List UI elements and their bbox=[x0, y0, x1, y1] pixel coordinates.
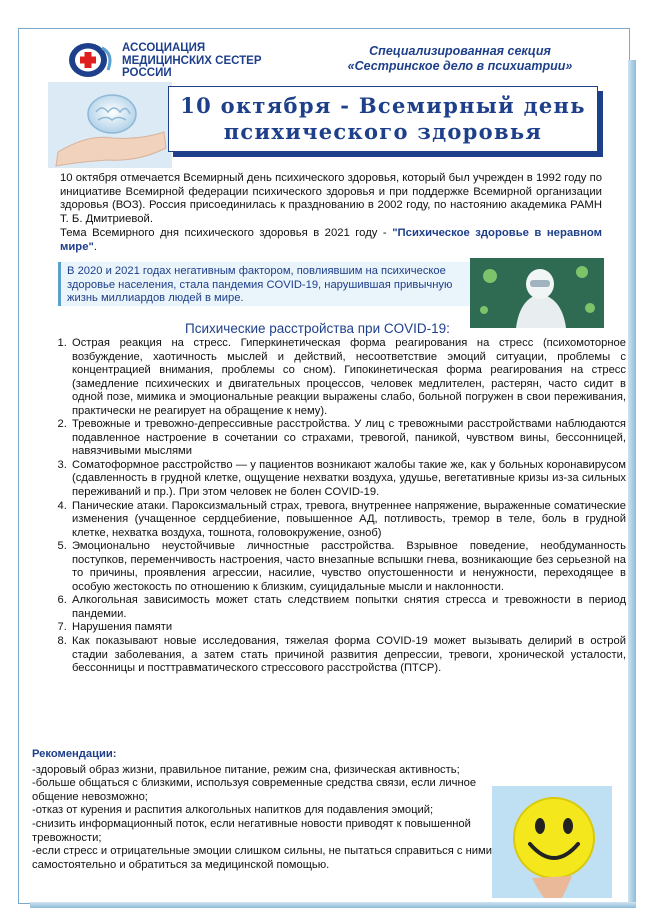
page-title bbox=[169, 93, 597, 145]
disorders-heading: Психические расстройства при COVID-19: bbox=[185, 321, 450, 336]
section-name bbox=[300, 44, 620, 74]
frame-shadow-right bbox=[628, 60, 636, 906]
recommendations bbox=[32, 748, 502, 872]
recommendation-item: -здоровый образ жизни, правильное питание, режим сна, физическая активность; bbox=[32, 763, 460, 776]
intro-text bbox=[60, 172, 602, 254]
list-item: 2. Тревожные и тревожно-депрессивные расстройства. У лиц с тревожными расстройствами наблюдаются подавленное настроение в сочетании со страхами, тревогой, паникой, чувством вины, бессонницей, навязчивыми мыслями bbox=[70, 418, 626, 459]
recommendation-item: -снизить информационный поток, если негативные новости приводят к повышенной тревожности; bbox=[32, 817, 471, 844]
theme-quote: "Психическое здоровье в неравном мире" bbox=[60, 226, 603, 253]
list-item: 3. Соматоформное расстройство — у пациентов возникают жалобы такие же, как у больных коронавирусом (сдавленность в грудной клетке, ощущение нехватки воздуха, удушье, вегетативные кризы из-за сильных переживаний и пр.). При этом человек не болен COVID-19. bbox=[70, 459, 626, 500]
organization-name bbox=[122, 42, 262, 80]
theme-paragraph bbox=[60, 227, 602, 254]
doctor-in-protective-suit-illustration bbox=[470, 258, 604, 328]
section-line: «Сестринское дело в психиатрии» bbox=[347, 59, 573, 73]
frame-shadow-bottom bbox=[30, 902, 636, 908]
list-item: 8. Как показывают новые исследования, тяжелая форма COVID-19 может вызывать делирий в острой стадии заболевания, а затем стать причиной развития депрессии, тревоги, хронической усталости, бессонницы и посттравматического стрессового расстройства (ПТСР). bbox=[70, 635, 626, 676]
recommendation-item: -больше общаться с близкими, используя современные средства связи, если личное общение невозможно; bbox=[32, 777, 477, 803]
intro-paragraph: 10 октября отмечается Всемирный день психического здоровья, который был учрежден в 1992 году по инициативе Всемирной федерации психического здоровья и при поддержке Всемирной организации здоровья (ВОЗ). Россия присоединилась к празднованию в 2002 году, по настоянию академика РАМН Т. Б. Дмитриевой. bbox=[60, 172, 602, 226]
covid-note-box bbox=[58, 262, 473, 306]
list-item: 4. Панические атаки. Пароксизмальный страх, тревога, внутреннее напряжение, выраженные соматические изменения (учащенное сердцебиение, повышенное АД, потливость, тремор в теле, боль в грудной клетке, нехватка воздуха, тошнота, головокружение, озноб) bbox=[70, 500, 626, 541]
theme-prefix: Тема Всемирного дня психического здоровья в 2021 году - bbox=[60, 226, 393, 239]
org-line: МЕДИЦИНСКИХ СЕСТЕР bbox=[122, 54, 262, 67]
list-item: 6. Алкогольная зависимость может стать следствием попытки снятия стресса и тревожности в период пандемии. bbox=[70, 594, 626, 621]
covid-note-text: В 2020 и 2021 годах негативным фактором, повлиявшим на психическое здоровье населения, стала пандемия COVID-19, нарушившая привычную жизнь миллиардов людей в мире. bbox=[67, 265, 453, 304]
title-line: 10 октября - Всемирный день bbox=[180, 93, 586, 118]
title-box bbox=[168, 86, 598, 152]
org-line: АССОЦИАЦИЯ bbox=[122, 42, 206, 54]
org-line: РОССИИ bbox=[122, 67, 172, 79]
association-logo-icon bbox=[62, 40, 118, 80]
recommendations-title: Рекомендации: bbox=[32, 748, 117, 760]
section-line: Специализированная секция bbox=[369, 44, 551, 58]
recommendation-item: -отказ от курения и распития алкогольных напитков для подавления эмоций; bbox=[32, 804, 434, 817]
theme-suffix: . bbox=[93, 240, 97, 253]
list-item: 7. Нарушения памяти bbox=[70, 621, 626, 635]
smiley-balloon-illustration bbox=[492, 786, 612, 898]
list-item: 5. Эмоционально неустойчивые личностные расстройства. Взрывное поведение, необдуманность поступков, переменчивость настроения, часто внезапные вспышки гнева, возникающие без серьезной на то причины, проявления агрессии, насилие, чувство опустошенности и ненужности, переходящее в особую жестокость по отношению к близким, суицидальные мысли и наклонности. bbox=[70, 540, 626, 594]
brain-in-hand-illustration bbox=[48, 82, 172, 168]
recommendation-item: -если стресс и отрицательные эмоции слишком сильны, не пытаться справиться с ними самостоятельно и обратиться за медицинской помощью. bbox=[32, 845, 492, 871]
title-line: психического здоровья bbox=[223, 119, 543, 144]
disorders-list bbox=[48, 337, 626, 676]
list-item: 1. Острая реакция на стресс. Гиперкинетическая форма реагирования на стресс (психомоторное возбуждение, хаотичность мыслей и действий, несоответствие эмоций ситуации, проблемы с концентрацией внимания, проблемы со сном). Гипокинетическая форма реагирования на стресс (замедление психических и двигательных процессов, человек медлителен, растерян, часто сидит в одной позе, мимика и эмоциональные реакции выражены слабо, больной погружен в свои переживания, практически не реагирует на обращение к нему). bbox=[70, 337, 626, 418]
